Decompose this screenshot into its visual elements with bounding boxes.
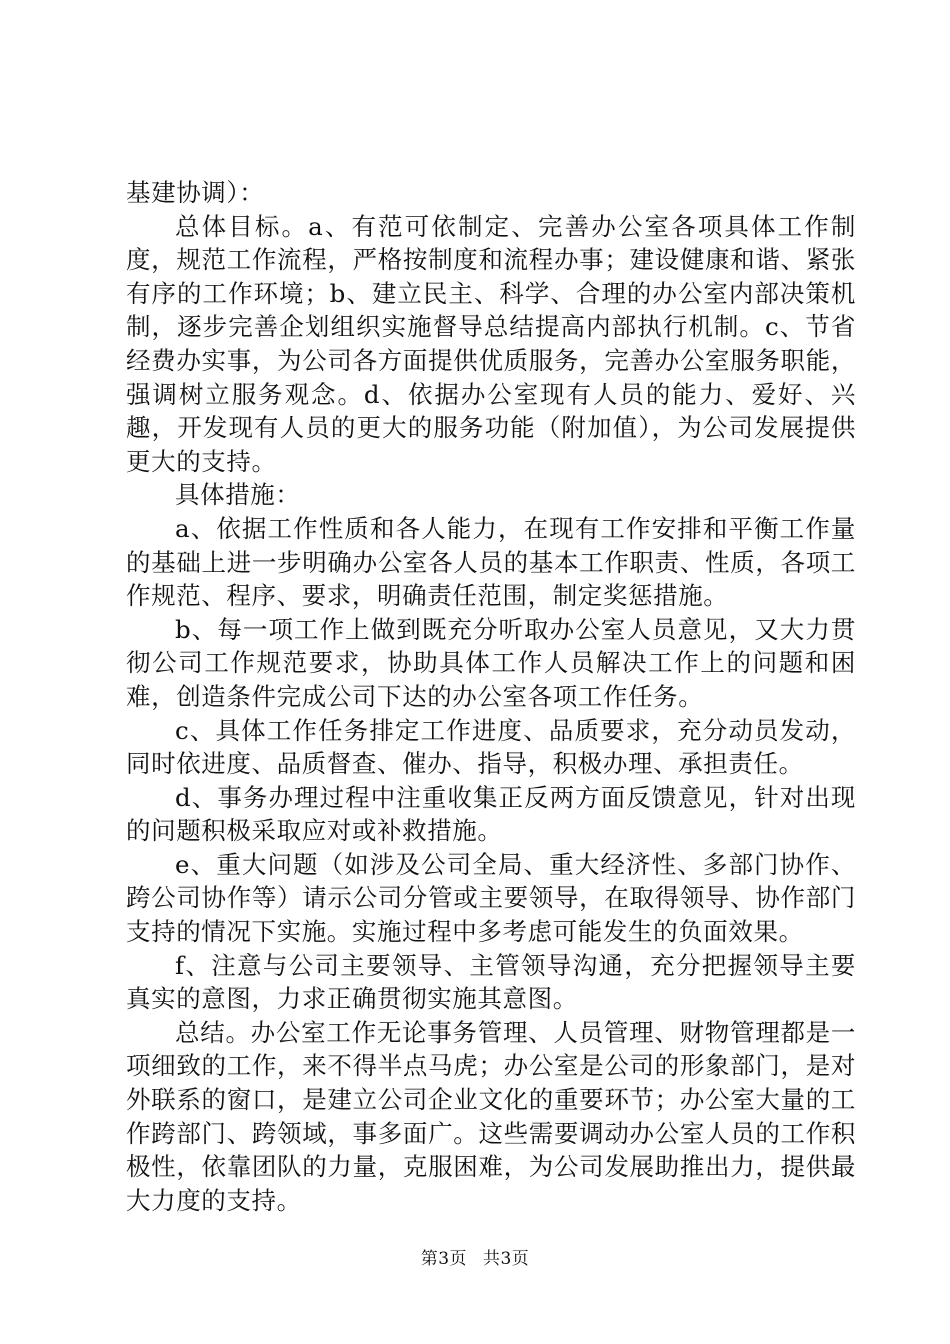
paragraph-measure-c: c、具体工作任务排定工作进度、品质要求，充分动员发动，同时依进度、品质督查、催办、指导，积极办理、承担责任。 bbox=[126, 715, 856, 779]
paragraph-measure-b: b、每一项工作上做到既充分听取办公室人员意见，又大力贯彻公司工作规范要求，协助具体工作人员解决工作上的问题和困难，创造条件完成公司下达的办公室各项工作任务。 bbox=[126, 614, 856, 711]
paragraph-measure-e: e、重大问题（如涉及公司全局、重大经济性、多部门协作、跨公司协作等）请示公司分管或主要领导，在取得领导、协作部门支持的情况下实施。实施过程中多考虑可能发生的负面效果。 bbox=[126, 849, 856, 947]
paragraph-measure-d: d、事务办理过程中注重收集正反两方面反馈意见，针对出现的问题积极采取应对或补救措施。 bbox=[126, 782, 856, 846]
paragraph-measure-a: a、依据工作性质和各人能力，在现有工作安排和平衡工作量的基础上进一步明确办公室各人员的基本工作职责、性质，各项工作规范、程序、要求，明确责任范围，制定奖惩措施。 bbox=[126, 513, 856, 611]
page-footer bbox=[0, 1244, 950, 1269]
paragraph-summary: 总结。办公室工作无论事务管理、人员管理、财物管理都是一项细致的工作，来不得半点马虎；办公室是公司的形象部门，是对外联系的窗口，是建立公司企业文化的重要环节；办公室大量的工作跨部门、跨领域，事多面广。这些需要调动办公室人员的工作积极性，依靠团队的力量，克服困难，为公司发展助推出力，提供最大力度的支持。 bbox=[126, 1017, 856, 1215]
paragraph-measure-f: f、注意与公司主要领导、主管领导沟通，充分把握领导主要真实的意图，力求正确贯彻实施其意图。 bbox=[126, 950, 856, 1014]
paragraph-continuation: 基建协调）： bbox=[126, 178, 265, 207]
paragraph-measures-heading: 具体措施： bbox=[175, 480, 301, 510]
page-total: 共3页 bbox=[482, 1249, 530, 1269]
paragraph-overall-goals: 总体目标。a、有范可依制定、完善办公室各项具体工作制度，规范工作流程，严格按制度和流程办事；建设健康和谐、紧张有序的工作环境；b、建立民主、科学、合理的办公室内部决策机制，逐步完善企划组织实施督导总结提高内部执行机制。c、节省经费办实事，为公司各方面提供优质服务，完善办公室服务职能，强调树立服务观念。d、依据办公室现有人员的能力、爱好、兴趣，开发现有人员的更大的服务功能（附加值），为公司发展提供更大的支持。 bbox=[126, 211, 856, 476]
document-body bbox=[126, 176, 856, 1217]
page-number: 第3页 bbox=[420, 1249, 468, 1269]
